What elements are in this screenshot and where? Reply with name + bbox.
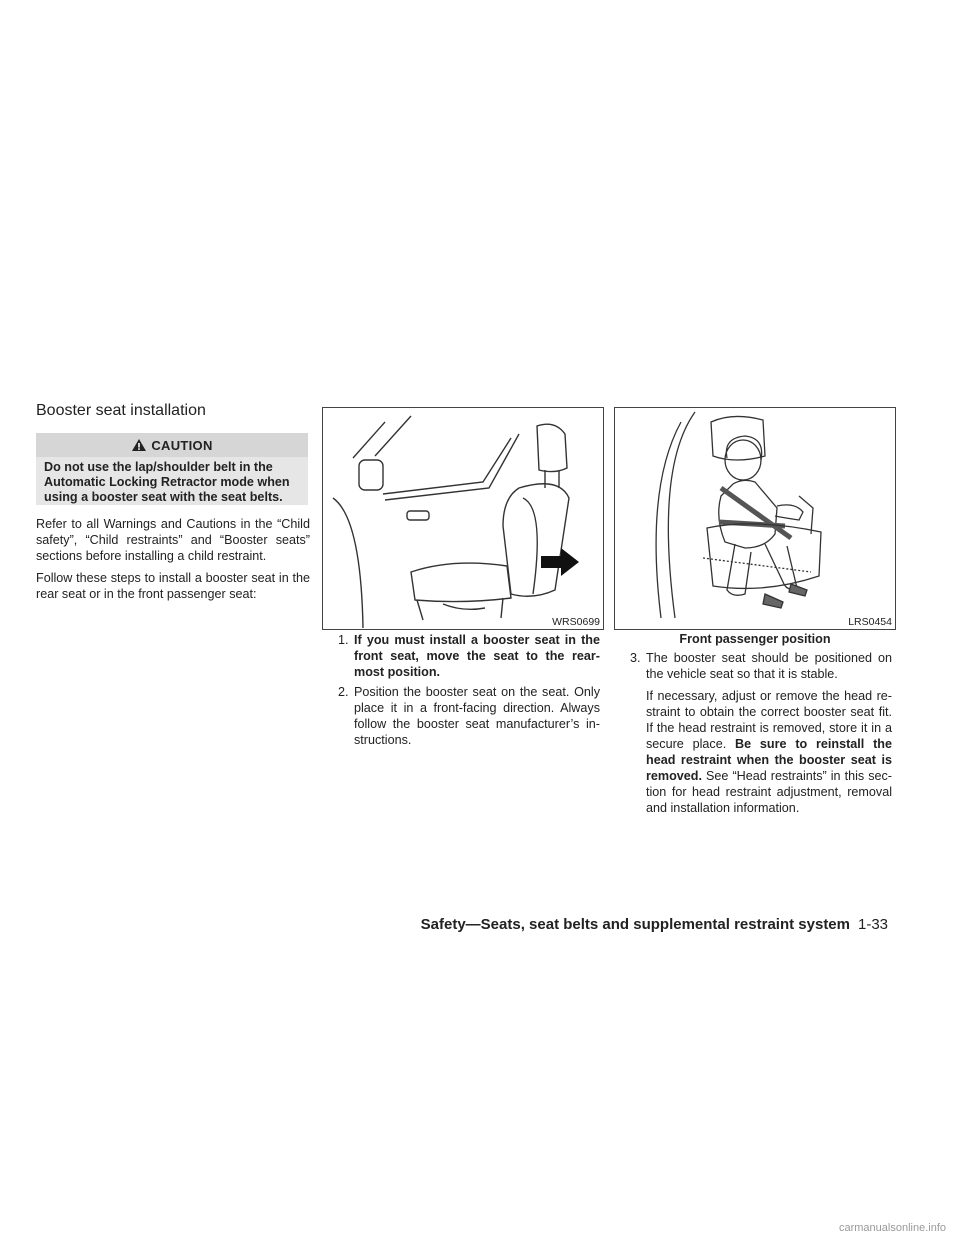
step-number: 2. — [338, 685, 349, 699]
step-1 — [338, 632, 600, 680]
watermark: carmanualsonline.info — [838, 1222, 946, 1234]
seat-illustration — [323, 408, 603, 629]
step-2 — [338, 684, 600, 748]
caution-header — [36, 433, 308, 457]
intro-paragraph-1: Refer to all Warnings and Cautions in the “Child safety”, “Child restraints” and “Booster seats” sections before installing a child restraint. — [36, 517, 310, 563]
figure-code: WRS0699 — [552, 616, 600, 628]
caution-text: Do not use the lap/shoulder belt in the Automatic Locking Retractor mode when using a booster seat with the seat belts. — [44, 460, 290, 504]
figure-booster-illustration — [614, 407, 896, 630]
figure-code: LRS0454 — [848, 616, 892, 628]
caution-label: CAUTION — [151, 437, 213, 453]
intro-paragraph-2: Follow these steps to install a booster seat in the rear seat or in the front passenger seat: — [36, 571, 310, 601]
step-text: Position the booster seat on the seat. Only place it in a front-facing direction. Always follow the booster seat manufacturer’s in-structions. — [354, 685, 600, 747]
step-3-detail-text: If necessary, adjust or remove the head re-straint to obtain the correct booster seat fit. If the head restraint is removed, store it in a secure place. — [646, 689, 892, 751]
step-number: 1. — [338, 633, 349, 647]
step-3-detail-text-2: See “Head restraints” in this sec-tion for head restraint adjustment, removal and installation information. — [646, 769, 892, 815]
footer-section-title: Safety—Seats, seat belts and supplemental restraint system — [420, 916, 850, 933]
step-3 — [630, 650, 892, 682]
step-3-detail-bold: Be sure to reinstall the head restraint when the booster seat is removed. — [646, 737, 892, 783]
section-title: Booster seat installation — [36, 402, 206, 419]
step-3-detail — [646, 688, 892, 816]
booster-illustration — [615, 408, 895, 629]
step-number: 3. — [630, 651, 641, 665]
figure-caption: Front passenger position — [679, 632, 831, 646]
warning-triangle-icon — [131, 438, 147, 452]
step-text: If you must install a booster seat in the front seat, move the seat to the rear-most position. — [354, 633, 600, 679]
footer-page-number: 1-33 — [858, 916, 889, 933]
step-text: The booster seat should be positioned on the vehicle seat so that it is stable. — [646, 651, 892, 681]
figure-seat-illustration — [322, 407, 604, 630]
